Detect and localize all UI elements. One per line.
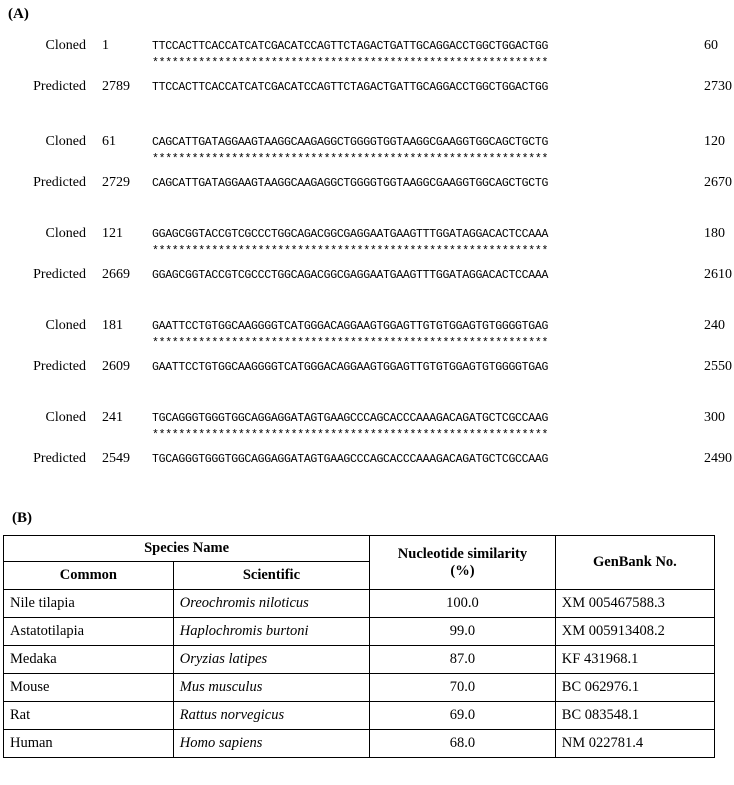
start-position: 181 <box>102 318 123 333</box>
end-position: 180 <box>704 226 725 241</box>
row-label: Predicted <box>33 175 86 190</box>
scientific-name-cell: Mus musculus <box>173 674 369 702</box>
scientific-header: Scientific <box>173 562 369 590</box>
sequence: GGAGCGGTACCGTCGCCCTGGCAGACGGCGAGGAATGAAGTTTGGATAGGACACTCCAAA <box>152 228 549 241</box>
similarity-cell: 70.0 <box>370 674 556 702</box>
genbank-cell: XM 005467588.3 <box>555 590 714 618</box>
sequence: GAATTCCTGTGGCAAGGGGTCATGGGACAGGAAGTGGAGTTGTGTGGAGTGTGGGGTGAG <box>152 320 549 333</box>
end-position: 120 <box>704 134 725 149</box>
start-position: 2549 <box>102 451 130 466</box>
scientific-name-cell: Haplochromis burtoni <box>173 618 369 646</box>
match-stars: ************************************************************ <box>152 153 549 166</box>
sequence: TGCAGGGTGGGTGGCAGGAGGATAGTGAAGCCCAGCACCCAAAGACAGATGCTCGCCAAG <box>152 412 549 425</box>
common-name-cell: Human <box>4 730 174 758</box>
end-position: 2670 <box>704 175 732 190</box>
similarity-header-line1: Nucleotide similarity <box>397 545 528 562</box>
row-label: Cloned <box>45 226 86 241</box>
genbank-cell: NM 022781.4 <box>555 730 714 758</box>
start-position: 1 <box>102 38 109 53</box>
scientific-name-cell: Homo sapiens <box>173 730 369 758</box>
sequence: TTCCACTTCACCATCATCGACATCCAGTTCTAGACTGATTGCAGGACCTGGCTGGACTGG <box>152 40 549 53</box>
species-name-header: Species Name <box>4 536 370 562</box>
table-row <box>4 646 715 674</box>
sequence: GAATTCCTGTGGCAAGGGGTCATGGGACAGGAAGTGGAGTTGTGTGGAGTGTGGGGTGAG <box>152 361 549 374</box>
match-stars: ************************************************************ <box>152 245 549 258</box>
common-name-cell: Mouse <box>4 674 174 702</box>
match-stars: ************************************************************ <box>152 429 549 442</box>
genbank-header: GenBank No. <box>555 536 714 590</box>
row-label: Predicted <box>33 267 86 282</box>
similarity-cell: 68.0 <box>370 730 556 758</box>
similarity-header <box>370 536 556 590</box>
row-label: Cloned <box>45 134 86 149</box>
start-position: 2669 <box>102 267 130 282</box>
genbank-cell: XM 005913408.2 <box>555 618 714 646</box>
table-row <box>4 590 715 618</box>
similarity-table <box>3 535 715 758</box>
header-row <box>4 536 715 562</box>
sequence: TGCAGGGTGGGTGGCAGGAGGATAGTGAAGCCCAGCACCCAAAGACAGATGCTCGCCAAG <box>152 453 549 466</box>
table-row <box>4 618 715 646</box>
genbank-cell: BC 062976.1 <box>555 674 714 702</box>
scientific-name-cell: Oryzias latipes <box>173 646 369 674</box>
similarity-header-line2: (%) <box>450 562 475 579</box>
similarity-cell: 100.0 <box>370 590 556 618</box>
start-position: 241 <box>102 410 123 425</box>
end-position: 300 <box>704 410 725 425</box>
end-position: 2490 <box>704 451 732 466</box>
similarity-cell: 99.0 <box>370 618 556 646</box>
table-row <box>4 730 715 758</box>
end-position: 240 <box>704 318 725 333</box>
start-position: 2729 <box>102 175 130 190</box>
start-position: 61 <box>102 134 116 149</box>
end-position: 60 <box>704 38 718 53</box>
end-position: 2610 <box>704 267 732 282</box>
sequence: TTCCACTTCACCATCATCGACATCCAGTTCTAGACTGATTGCAGGACCTGGCTGGACTGG <box>152 81 549 94</box>
scientific-name-cell: Oreochromis niloticus <box>173 590 369 618</box>
end-position: 2550 <box>704 359 732 374</box>
table-row <box>4 702 715 730</box>
end-position: 2730 <box>704 79 732 94</box>
sequence: CAGCATTGATAGGAAGTAAGGCAAGAGGCTGGGGTGGTAAGGCGAAGGTGGCAGCTGCTG <box>152 136 549 149</box>
panel-b-label: (B) <box>12 510 32 526</box>
start-position: 2789 <box>102 79 130 94</box>
genbank-cell: KF 431968.1 <box>555 646 714 674</box>
similarity-cell: 87.0 <box>370 646 556 674</box>
start-position: 2609 <box>102 359 130 374</box>
sequence: GGAGCGGTACCGTCGCCCTGGCAGACGGCGAGGAATGAAGTTTGGATAGGACACTCCAAA <box>152 269 549 282</box>
start-position: 121 <box>102 226 123 241</box>
sequence: CAGCATTGATAGGAAGTAAGGCAAGAGGCTGGGGTGGTAAGGCGAAGGTGGCAGCTGCTG <box>152 177 549 190</box>
common-name-cell: Nile tilapia <box>4 590 174 618</box>
row-label: Cloned <box>45 318 86 333</box>
match-stars: ************************************************************ <box>152 57 549 70</box>
similarity-cell: 69.0 <box>370 702 556 730</box>
common-name-cell: Medaka <box>4 646 174 674</box>
row-label: Predicted <box>33 359 86 374</box>
row-label: Predicted <box>33 451 86 466</box>
common-header: Common <box>4 562 174 590</box>
match-stars: ************************************************************ <box>152 337 549 350</box>
row-label: Predicted <box>33 79 86 94</box>
common-name-cell: Astatotilapia <box>4 618 174 646</box>
common-name-cell: Rat <box>4 702 174 730</box>
table-row <box>4 674 715 702</box>
row-label: Cloned <box>45 410 86 425</box>
genbank-cell: BC 083548.1 <box>555 702 714 730</box>
row-label: Cloned <box>45 38 86 53</box>
panel-a-label: (A) <box>8 6 29 22</box>
scientific-name-cell: Rattus norvegicus <box>173 702 369 730</box>
